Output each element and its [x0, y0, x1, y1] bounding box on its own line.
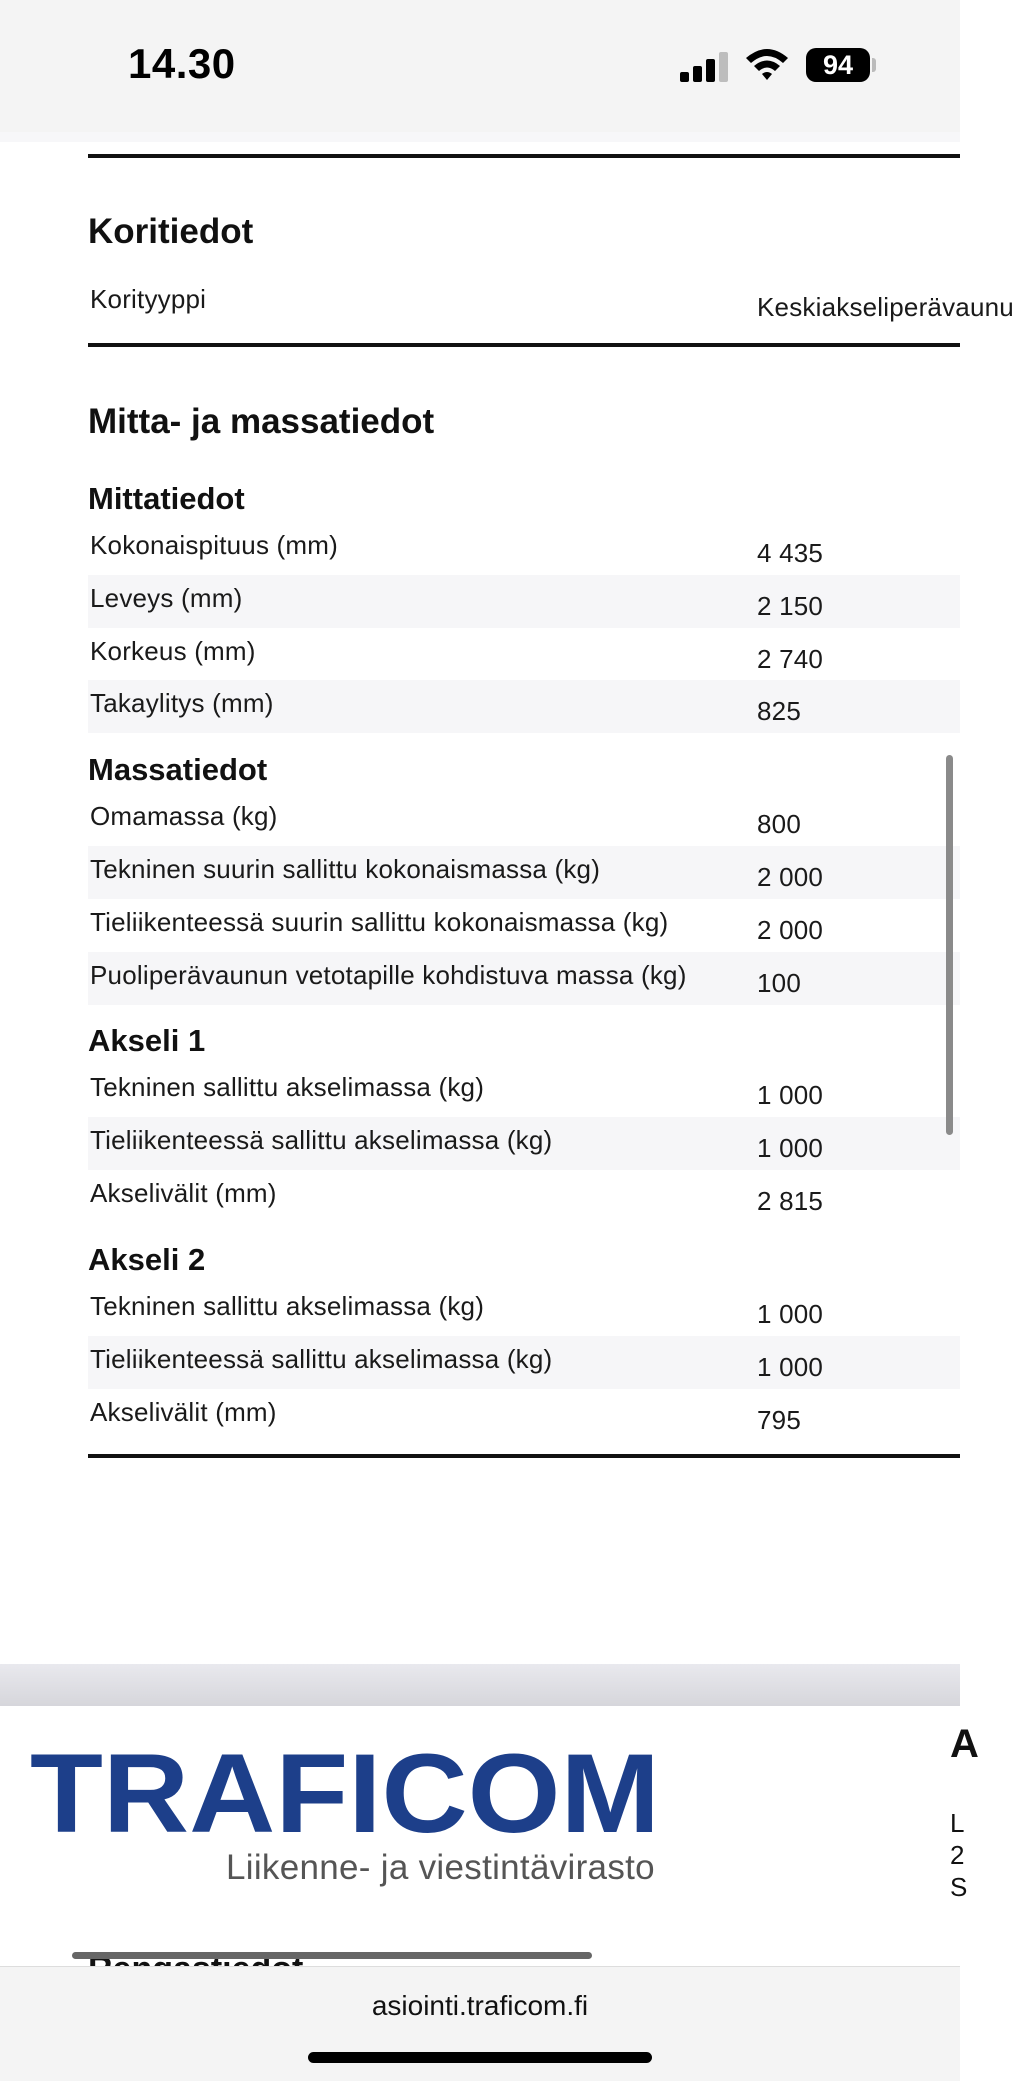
row-value: 2 000: [757, 915, 824, 945]
previous-content-edge: [0, 132, 960, 142]
row-value: 2 000: [757, 862, 824, 892]
row-label: Kokonaispituus (mm): [90, 530, 338, 560]
table-row: [88, 522, 960, 575]
battery-cap: [872, 58, 876, 72]
row-label: Tekninen suurin sallittu kokonaismassa (kg): [90, 854, 601, 884]
row-label: Tieliikenteessä sallittu akselimassa (kg): [90, 1344, 553, 1374]
row-label: Akselivälit (mm): [90, 1397, 277, 1427]
row-label: Tieliikenteessä suurin sallittu kokonaismassa (kg): [90, 907, 669, 937]
row-value: 1 000: [757, 1080, 824, 1110]
logo-subtitle: Liikenne- ja viestintävirasto: [226, 1848, 655, 1887]
table-row: [88, 1336, 960, 1389]
table-row: [88, 1170, 960, 1223]
footer-right-heading: A: [950, 1722, 979, 1766]
row-value: 2 150: [757, 591, 824, 621]
row-value: 800: [757, 809, 801, 839]
row-label: Tekninen sallittu akselimassa (kg): [90, 1072, 485, 1102]
row-label: Korkeus (mm): [90, 636, 256, 666]
section-divider: [88, 154, 960, 158]
horizontal-scroll-indicator[interactable]: [72, 1952, 592, 1959]
logo-wordmark: TRAFICOM: [30, 1731, 661, 1856]
row-label: Akselivälit (mm): [90, 1178, 277, 1208]
row-value: 4 435: [757, 538, 824, 568]
subsection-title-akseli-1: Akseli 1: [88, 1023, 206, 1058]
row-value: 1 000: [757, 1299, 824, 1329]
table-row: [88, 899, 960, 952]
subsection-title-massatiedot: Massatiedot: [88, 752, 268, 787]
table-row: [88, 1389, 960, 1442]
table-row: [88, 628, 960, 681]
row-label: Omamassa (kg): [90, 801, 278, 831]
browser-address-bar[interactable]: [0, 1966, 960, 2081]
subsection-title-akseli-2: Akseli 2: [88, 1242, 206, 1277]
table-row: [88, 846, 960, 899]
home-indicator[interactable]: [308, 2052, 652, 2063]
row-value: 2 740: [757, 644, 824, 674]
footer-right-line: L: [950, 1808, 965, 1838]
row-label: Tekninen sallittu akselimassa (kg): [90, 1291, 485, 1321]
footer-right-line: S: [950, 1872, 968, 1902]
battery-icon: 94: [806, 48, 870, 82]
row-label: Puoliperävaunun vetotapille kohdistuva massa (kg): [90, 960, 687, 990]
section-title-koritiedot: Koritiedot: [88, 212, 254, 251]
cellular-signal-icon: [680, 52, 730, 82]
page-break-band: [0, 1664, 960, 1706]
section-divider: [88, 343, 960, 347]
section-divider: [88, 1454, 960, 1458]
table-row: [88, 276, 1014, 329]
footer-right-line: 2: [950, 1840, 965, 1870]
row-value: 100: [757, 968, 801, 998]
table-row: [88, 793, 960, 846]
table-row: [88, 575, 960, 628]
row-value: 795: [757, 1405, 801, 1435]
row-value: 1 000: [757, 1352, 824, 1382]
row-value: 825: [757, 696, 801, 726]
row-label: Takaylitys (mm): [90, 688, 274, 718]
status-time: 14.30: [128, 40, 236, 87]
table-row: [88, 952, 960, 1005]
table-row: [88, 680, 960, 733]
wifi-icon: [744, 46, 790, 82]
row-label: Korityyppi: [90, 284, 207, 314]
table-row: [88, 1064, 960, 1117]
section-title-mitta-ja-massatiedot: Mitta- ja massatiedot: [88, 402, 435, 441]
row-label: Tieliikenteessä sallittu akselimassa (kg): [90, 1125, 553, 1155]
row-label: Leveys (mm): [90, 583, 243, 613]
subsection-title-mittatiedot: Mittatiedot: [88, 481, 245, 516]
vertical-scrollbar[interactable]: [946, 755, 953, 1135]
row-value: Keskiakseliperävaunu: [757, 292, 1014, 322]
address-bar-url[interactable]: asiointi.traficom.fi: [371, 1990, 589, 2021]
row-value: 2 815: [757, 1186, 824, 1216]
traficom-logo: [30, 1731, 670, 1856]
status-bar: [0, 0, 960, 132]
table-row: [88, 1117, 960, 1170]
row-value: 1 000: [757, 1133, 824, 1163]
table-row: [88, 1283, 960, 1336]
